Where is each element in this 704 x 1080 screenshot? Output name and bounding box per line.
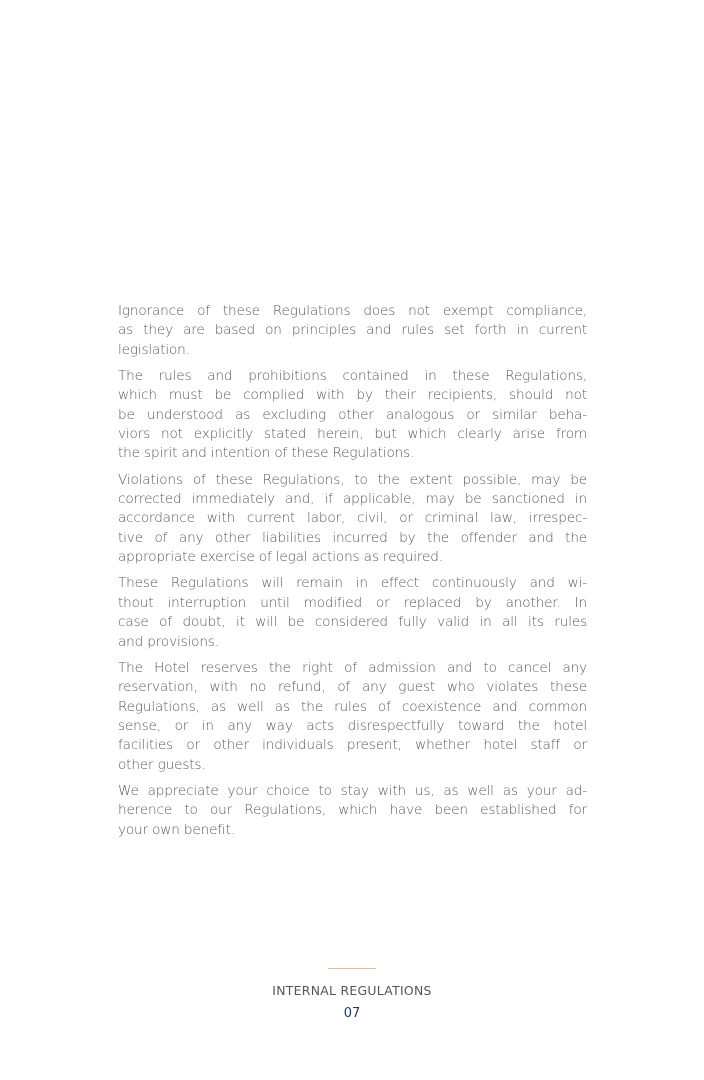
text-line: herence to our Regulations, which have been established for [118, 802, 587, 819]
text-line: sense, or in any way acts disrespectfully toward the hotel [118, 717, 587, 734]
text-line: thout interruption until modified or replaced by another. In [118, 594, 587, 611]
text-line: facilities or other individuals present, whether hotel staff or [118, 737, 587, 754]
paragraph-3 [118, 471, 587, 568]
text-line: the spirit and intention of these Regulations. [118, 445, 415, 462]
page-number: 07 [343, 1006, 361, 1021]
text-line: viors not explicitly stated herein, but which clearly arise from [118, 426, 587, 443]
text-line: and provisions. [118, 633, 219, 650]
text-line: We appreciate your choice to stay with us, as well as your ad- [118, 782, 587, 799]
text-line: Violations of these Regulations, to the extent possible, may be [118, 471, 587, 488]
text-line: corrected immediately and, if applicable, may be sanctioned in [118, 491, 587, 508]
paragraph-6 [118, 782, 587, 840]
paragraph-1 [118, 302, 587, 360]
text-line: These Regulations will remain in effect continuously and wi- [118, 575, 587, 592]
text-line: your own benefit. [118, 821, 235, 838]
footer-title: INTERNAL REGULATIONS [272, 983, 432, 998]
paragraph-4 [118, 574, 587, 651]
text-line: accordance with current labor, civil, or criminal law, irrespec- [118, 510, 587, 527]
footer-divider [328, 968, 376, 969]
text-line: Regulations, as well as the rules of coexistence and common [118, 698, 587, 715]
text-line: The Hotel reserves the right of admission and to cancel any [118, 659, 587, 676]
text-line: reservation, with no refund, of any guest who violates these [118, 679, 587, 696]
text-line: The rules and prohibitions contained in these Regulations, [118, 368, 587, 385]
body-text [118, 302, 587, 847]
paragraph-5 [118, 659, 587, 775]
text-line: other guests. [118, 756, 206, 773]
text-line: which must be complied with by their recipients, should not [118, 387, 587, 404]
text-line: case of doubt, it will be considered fully valid in all its rules [118, 614, 587, 631]
text-line: Ignorance of these Regulations does not exempt compliance, [118, 303, 587, 319]
text-line: be understood as excluding other analogous or similar beha- [118, 406, 587, 423]
paragraph-2 [118, 367, 587, 464]
text-line: appropriate exercise of legal actions as required. [118, 549, 443, 566]
text-line: tive of any other liabilities incurred by the offender and the [118, 529, 587, 546]
text-line: as they are based on principles and rules set forth in current [118, 322, 587, 339]
text-line: legislation. [118, 341, 190, 358]
